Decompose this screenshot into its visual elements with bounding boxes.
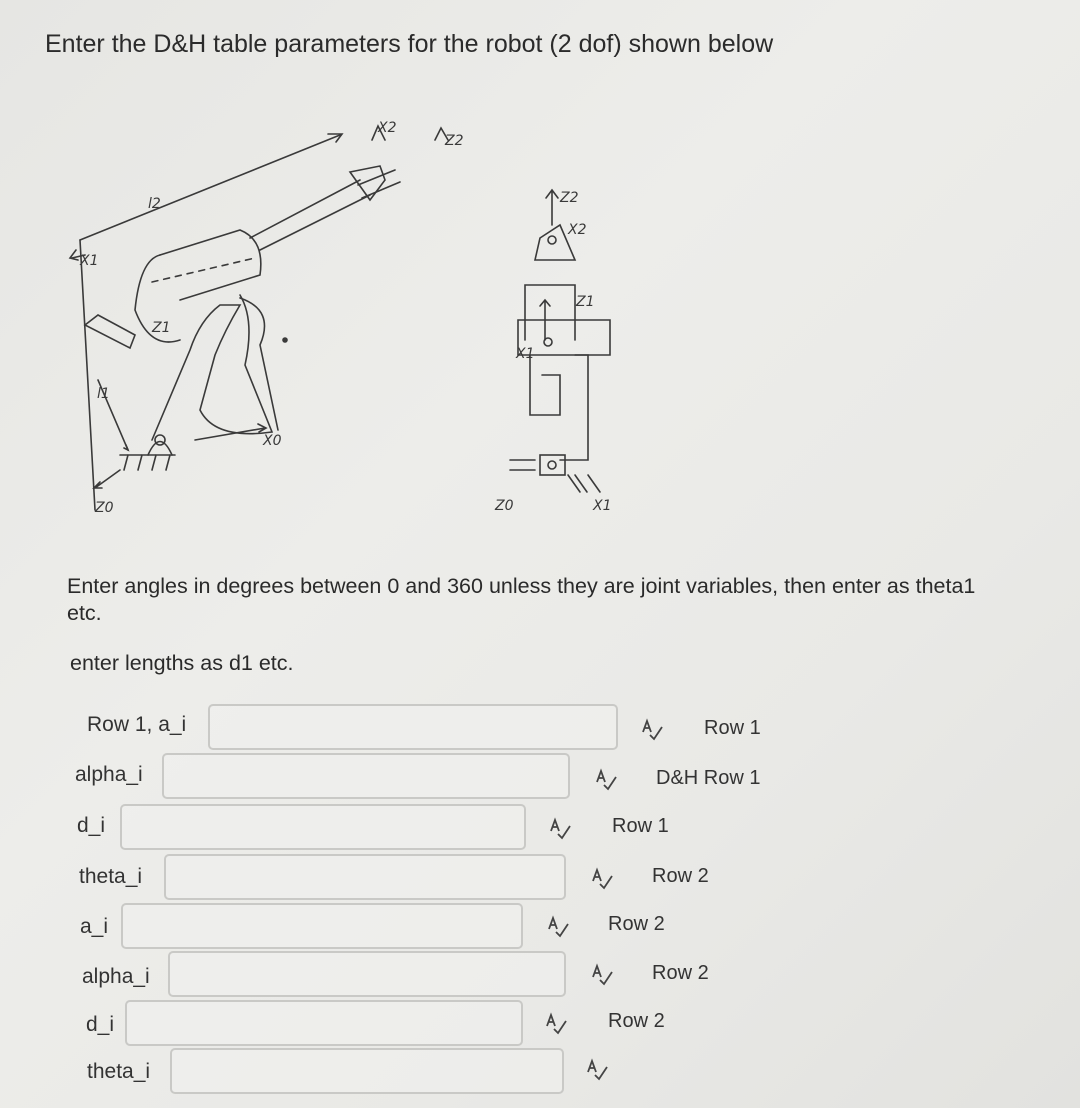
front-view xyxy=(510,190,610,492)
question-title: Enter the D&H table parameters for the robot (2 dof) shown below xyxy=(45,30,774,58)
field-label-row2-a: a_i xyxy=(80,915,109,938)
row1-a-input[interactable] xyxy=(208,704,618,750)
row-tag: Row 1 xyxy=(612,815,669,837)
row1-alpha-input[interactable] xyxy=(162,753,570,799)
robot-diagram xyxy=(40,110,680,530)
field-label-row1-alpha: alpha_i xyxy=(75,763,143,786)
angle-instructions: Enter angles in degrees between 0 and 360 unless they are joint variables, then enter as theta1 etc. xyxy=(67,574,976,625)
field-label-row2-theta: theta_i xyxy=(87,1060,151,1083)
row-tag: Row 2 xyxy=(608,913,665,935)
length-instructions: enter lengths as d1 etc. xyxy=(70,651,294,675)
label-z1-front: Z1 xyxy=(576,294,595,310)
label-l1: l1 xyxy=(97,386,110,402)
label-z0-front: Z0 xyxy=(495,498,514,514)
row2-theta-input[interactable] xyxy=(170,1048,564,1094)
row-tag: Row 1 xyxy=(704,717,761,739)
row2-d-input[interactable] xyxy=(125,1000,523,1046)
spell-check-icon[interactable] xyxy=(546,915,570,939)
spell-check-icon[interactable] xyxy=(590,867,614,891)
label-z1-side: Z1 xyxy=(152,320,171,336)
field-label-row1-a: Row 1, a_i xyxy=(87,713,187,736)
label-z2-front: Z2 xyxy=(560,190,579,206)
spell-check-icon[interactable] xyxy=(594,768,618,792)
row-tag: Row 2 xyxy=(608,1010,665,1032)
label-x2-front: X2 xyxy=(568,222,587,238)
spell-check-icon[interactable] xyxy=(548,817,572,841)
field-label-row1-theta: theta_i xyxy=(79,865,143,888)
row-tag: Row 2 xyxy=(652,962,709,984)
row1-theta-input[interactable] xyxy=(164,854,566,900)
field-label-row2-alpha: alpha_i xyxy=(82,965,150,988)
side-view xyxy=(70,126,448,510)
field-label-row2-d: d_i xyxy=(86,1013,115,1036)
label-x0: X0 xyxy=(263,433,282,449)
label-x2-side: X2 xyxy=(378,120,397,136)
row1-d-input[interactable] xyxy=(120,804,526,850)
spell-check-icon[interactable] xyxy=(544,1012,568,1036)
row-tag: D&H Row 1 xyxy=(656,767,761,789)
label-z0-side: Z0 xyxy=(95,500,114,516)
spell-check-icon[interactable] xyxy=(590,963,614,987)
label-l2: l2 xyxy=(148,196,161,212)
spell-check-icon[interactable] xyxy=(585,1058,609,1082)
label-x1-mid: X1 xyxy=(516,346,535,362)
label-z2-side: Z2 xyxy=(445,133,464,149)
spell-check-icon[interactable] xyxy=(640,718,664,742)
field-label-row1-d: d_i xyxy=(77,814,106,837)
row-tag: Row 2 xyxy=(652,865,709,887)
label-x1-front: X1 xyxy=(593,498,612,514)
row2-alpha-input[interactable] xyxy=(168,951,566,997)
row2-a-input[interactable] xyxy=(121,903,523,949)
label-x1-side: X1 xyxy=(80,253,99,269)
